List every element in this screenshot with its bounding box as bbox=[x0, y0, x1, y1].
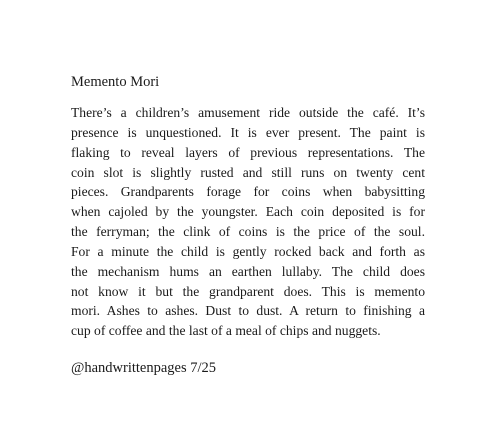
paragraph-line: presence is unquestioned. It is ever present. The paint is bbox=[71, 124, 425, 140]
paragraph-line: when cajoled by the youngster. Each coin deposited is for bbox=[71, 204, 425, 220]
paragraph-line: For a minute the child is gently rocked back and forth as bbox=[71, 243, 425, 259]
paragraph-line: coin slot is slightly rusted and still runs on twenty cent bbox=[71, 164, 425, 180]
paragraph-line: mori. Ashes to ashes. Dust to dust. A return to finishing a bbox=[71, 303, 425, 319]
signature: @handwrittenpages 7/25 bbox=[71, 360, 217, 376]
paragraph-line: flaking to reveal layers of previous representations. The bbox=[71, 144, 425, 160]
paragraph-line: not know it but the grandparent does. This is memento bbox=[71, 283, 425, 299]
document-title: Memento Mori bbox=[71, 74, 160, 90]
paragraph-line: There’s a children’s amusement ride outside the café. It’s bbox=[71, 105, 425, 120]
paragraph-line: the mechanism hums an earthen lullaby. The child does bbox=[71, 263, 425, 279]
paragraph-line: the ferryman; the clink of coins is the price of the soul. bbox=[71, 224, 425, 240]
paragraph-line: pieces. Grandparents forage for coins when babysitting bbox=[71, 184, 425, 200]
body-paragraph bbox=[71, 103, 425, 341]
paragraph-line: cup of coffee and the last of a meal of chips and nuggets. bbox=[71, 323, 381, 339]
